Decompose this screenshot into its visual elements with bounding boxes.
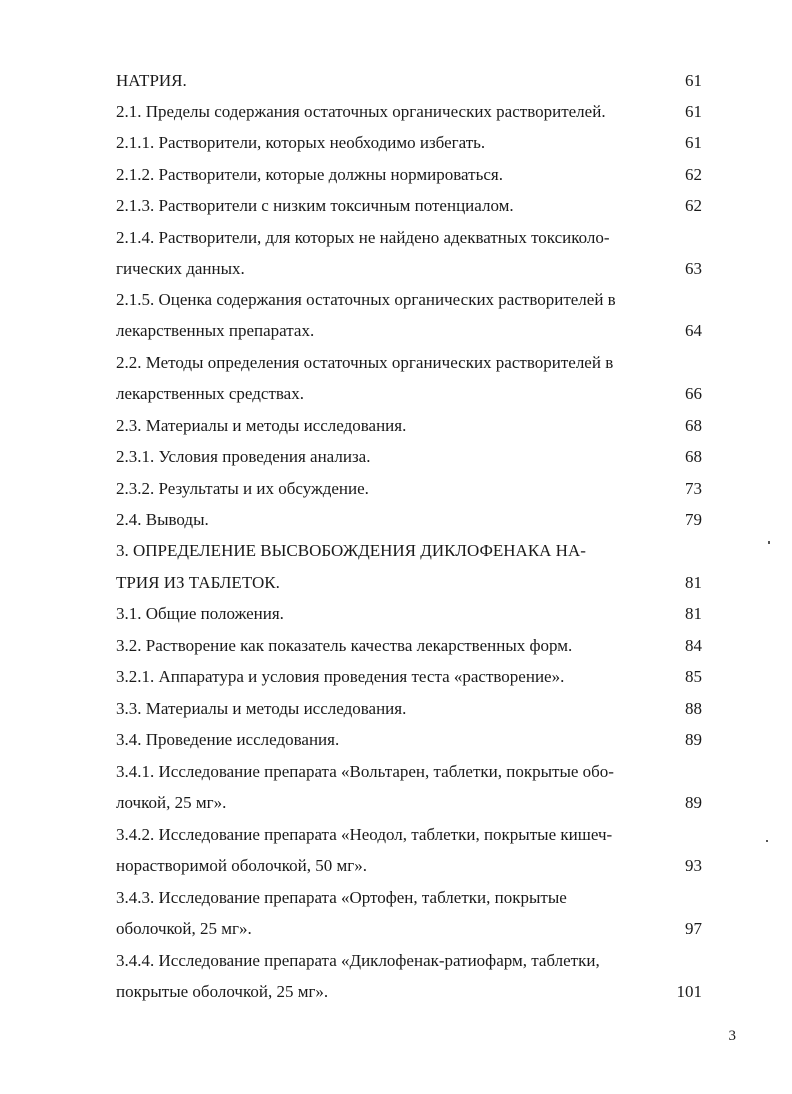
toc-line: лочкой, 25 мг». xyxy=(116,793,227,812)
toc-line: 3.3. Материалы и методы исследования. xyxy=(116,699,407,718)
toc-page-number: 88 xyxy=(685,699,702,718)
toc-line: лекарственных средствах. xyxy=(116,384,304,403)
toc-page-number: 62 xyxy=(685,196,702,215)
toc-line: 2.1.2. Растворители, которые должны нормироваться. xyxy=(116,165,503,184)
toc-page-number: 61 xyxy=(685,71,702,90)
toc-page-number: 81 xyxy=(685,604,702,623)
toc-line: 2.4. Выводы. xyxy=(116,510,209,529)
toc-line: гических данных. xyxy=(116,259,245,278)
toc-line: 2.1.4. Растворители, для которых не найдено адекватных токсиколо- xyxy=(116,228,610,247)
toc-page-number: 85 xyxy=(685,667,702,686)
toc-page-number: 81 xyxy=(685,573,702,592)
toc-page-number: 68 xyxy=(685,447,702,466)
toc-line: оболочкой, 25 мг». xyxy=(116,919,252,938)
toc-line: 2.3.1. Условия проведения анализа. xyxy=(116,447,371,466)
toc-line: 3.4.1. Исследование препарата «Вольтарен, таблетки, покрытые обо- xyxy=(116,762,614,781)
toc-line: 3. ОПРЕДЕЛЕНИЕ ВЫСВОБОЖДЕНИЯ ДИКЛОФЕНАКА НА- xyxy=(116,541,586,560)
toc-page-number: 93 xyxy=(685,856,702,875)
toc-line: покрытые оболочкой, 25 мг». xyxy=(116,982,329,1001)
page-number: 3 xyxy=(728,1028,736,1044)
toc-line: 2.3.2. Результаты и их обсуждение. xyxy=(116,479,369,498)
toc-page-number: 89 xyxy=(685,793,702,812)
toc-line: 3.2.1. Аппаратура и условия проведения теста «растворение». xyxy=(116,667,565,686)
toc-line: лекарственных препаратах. xyxy=(116,321,315,340)
toc-line: 2.1.3. Растворители с низким токсичным потенциалом. xyxy=(116,196,514,215)
toc-line: норастворимой оболочкой, 50 мг». xyxy=(116,856,367,875)
toc-line: 3.4. Проведение исследования. xyxy=(116,730,340,749)
scan-speck xyxy=(768,541,770,544)
toc-line: 3.4.4. Исследование препарата «Диклофенак-ратиофарм, таблетки, xyxy=(116,951,600,970)
toc-line: НАТРИЯ. xyxy=(116,71,187,90)
toc-line: 2.1.5. Оценка содержания остаточных органических растворителей в xyxy=(116,290,616,309)
scan-speck xyxy=(766,840,768,842)
toc-page-number: 97 xyxy=(685,919,702,938)
toc-page-number: 101 xyxy=(676,982,702,1001)
toc-page-number: 66 xyxy=(685,384,702,403)
toc-line: 3.2. Растворение как показатель качества лекарственных форм. xyxy=(116,636,573,655)
toc-line: 3.1. Общие положения. xyxy=(116,604,284,623)
toc-page-number: 62 xyxy=(685,165,702,184)
toc-page-number: 64 xyxy=(685,321,702,340)
toc-page-number: 89 xyxy=(685,730,702,749)
toc-page-number: 61 xyxy=(685,133,702,152)
toc-page-number: 84 xyxy=(685,636,702,655)
toc-line: 3.4.3. Исследование препарата «Ортофен, таблетки, покрытые xyxy=(116,888,567,907)
toc-line: 2.1. Пределы содержания остаточных органических растворителей. xyxy=(116,102,606,121)
toc-page-number: 63 xyxy=(685,259,702,278)
toc-line: 2.3. Материалы и методы исследования. xyxy=(116,416,407,435)
toc-page-number: 68 xyxy=(685,416,702,435)
toc-page-number: 79 xyxy=(685,510,702,529)
toc-line: 2.1.1. Растворители, которых необходимо избегать. xyxy=(116,133,486,152)
toc-line: 3.4.2. Исследование препарата «Неодол, таблетки, покрытые кишеч- xyxy=(116,825,613,844)
toc-page-number: 61 xyxy=(685,102,702,121)
toc-line: ТРИЯ ИЗ ТАБЛЕТОК. xyxy=(116,573,280,592)
toc-page-number: 73 xyxy=(685,479,702,498)
toc-line: 2.2. Методы определения остаточных органических растворителей в xyxy=(116,353,614,372)
